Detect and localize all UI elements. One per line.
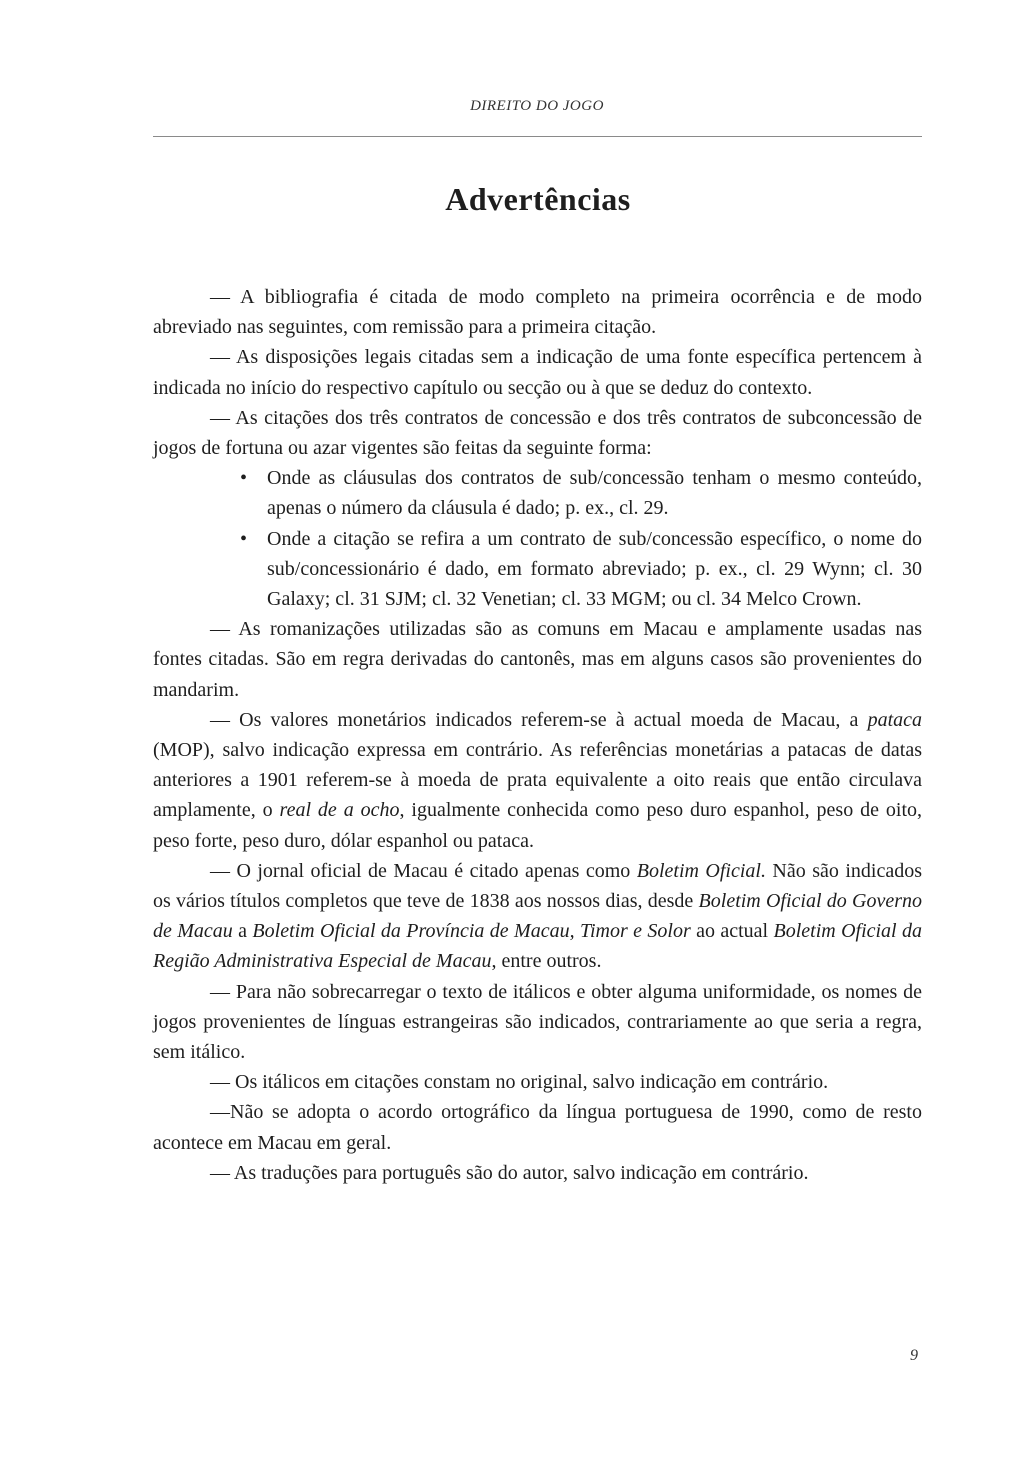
paragraph-bibliografia: — A bibliografia é citada de modo completo na primeira ocorrência e de modo abreviado nas seguintes, com remissão para a primeira citação.	[153, 286, 922, 339]
italic-term: Boletim Oficial do Governo de Macau	[153, 890, 922, 943]
text-run: Não são indicados os vários títulos completos que teve de 1838 aos nossos dias, desde	[153, 859, 922, 913]
text-run: ao actual	[690, 920, 774, 943]
bullet-mark: •	[240, 527, 248, 550]
paragraph-romanizacoes: — As romanizações utilizadas são as comuns em Macau e amplamente usadas nas fontes citadas. São em regra derivadas do cantonês, mas em alguns casos são provenientes do mandarim.	[153, 618, 922, 701]
list-item-text: Onde as cláusulas dos contratos de sub/concessão tenham o mesmo conteúdo, apenas o número da cláusula é dado; p. ex., cl. 29.	[267, 467, 922, 520]
italic-term: real de a ocho	[279, 799, 400, 822]
list-item-text: Onde a citação se refira a um contrato de sub/concessão específico, o nome do sub/concessionário é dado, em formato abreviado; p. ex., cl. 29 Wynn; cl. 30 Galaxy; cl. 31 SJM; cl. 32 Venetian; cl. 33 MGM; ou cl. 34 Melco Crown.	[267, 527, 922, 611]
italic-term: pataca	[867, 708, 922, 731]
paragraph-traducoes: — As traduções para português são do autor, salvo indicação em contrário.	[210, 1161, 809, 1184]
paragraph-disposicoes: — As disposições legais citadas sem a indicação de uma fonte específica pertencem à indicada no início do respectivo capítulo ou secção ou à que se deduz do contexto.	[153, 346, 922, 399]
list-item	[240, 463, 922, 523]
paragraph-jornal	[153, 856, 922, 977]
italic-term: Boletim Oficial da Região Administrativa Especial de Macau	[153, 920, 922, 973]
paragraph-italicos-jogos: — Para não sobrecarregar o texto de itálicos e obter alguma uniformidade, os nomes de jogos provenientes de línguas estrangeiras são indicados, contrariamente ao que seria a regra, sem itálico.	[153, 980, 922, 1064]
body-text	[153, 282, 922, 1188]
italic-term: Boletim Oficial.	[636, 859, 766, 882]
page-number: 9	[910, 1347, 918, 1364]
header-rule	[153, 136, 922, 137]
text-run: — Os valores monetários indicados referem-se à actual moeda de Macau, a	[210, 708, 868, 731]
text-run: — O jornal oficial de Macau é citado apenas como	[210, 859, 637, 882]
italic-term: Boletim Oficial da Província de Macau, Timor e Solor	[252, 920, 691, 943]
text-run: , igualmente conhecida como peso duro espanhol, peso de oito, peso forte, peso duro, dólar espanhol ou pataca.	[153, 799, 923, 852]
running-head: DIREITO DO JOGO	[470, 98, 604, 114]
text-run: (MOP), salvo indicação expressa em contrário. As referências monetárias a patacas de datas anteriores a 1901 referem-se à moeda de prata equivalente a oito reais que então circulava amplamente, o	[153, 739, 922, 822]
text-run: , entre outros.	[491, 950, 602, 973]
page-title: Advertências	[445, 181, 631, 217]
paragraph-contratos: — As citações dos três contratos de concessão e dos três contratos de subconcessão de jogos de fortuna ou azar vigentes são feitas da seguinte forma:	[153, 406, 922, 460]
bullet-mark: •	[240, 467, 248, 490]
paragraph-italicos-citacoes: — Os itálicos em citações constam no original, salvo indicação em contrário.	[210, 1071, 829, 1094]
list-item	[240, 524, 922, 615]
paragraph-monetarios	[153, 705, 922, 856]
paragraph-acordo-ortografico: —Não se adopta o acordo ortográfico da língua portuguesa de 1990, como de resto acontece em Macau em geral.	[153, 1101, 922, 1154]
bullet-list	[153, 463, 922, 614]
text-run: a	[232, 920, 253, 943]
